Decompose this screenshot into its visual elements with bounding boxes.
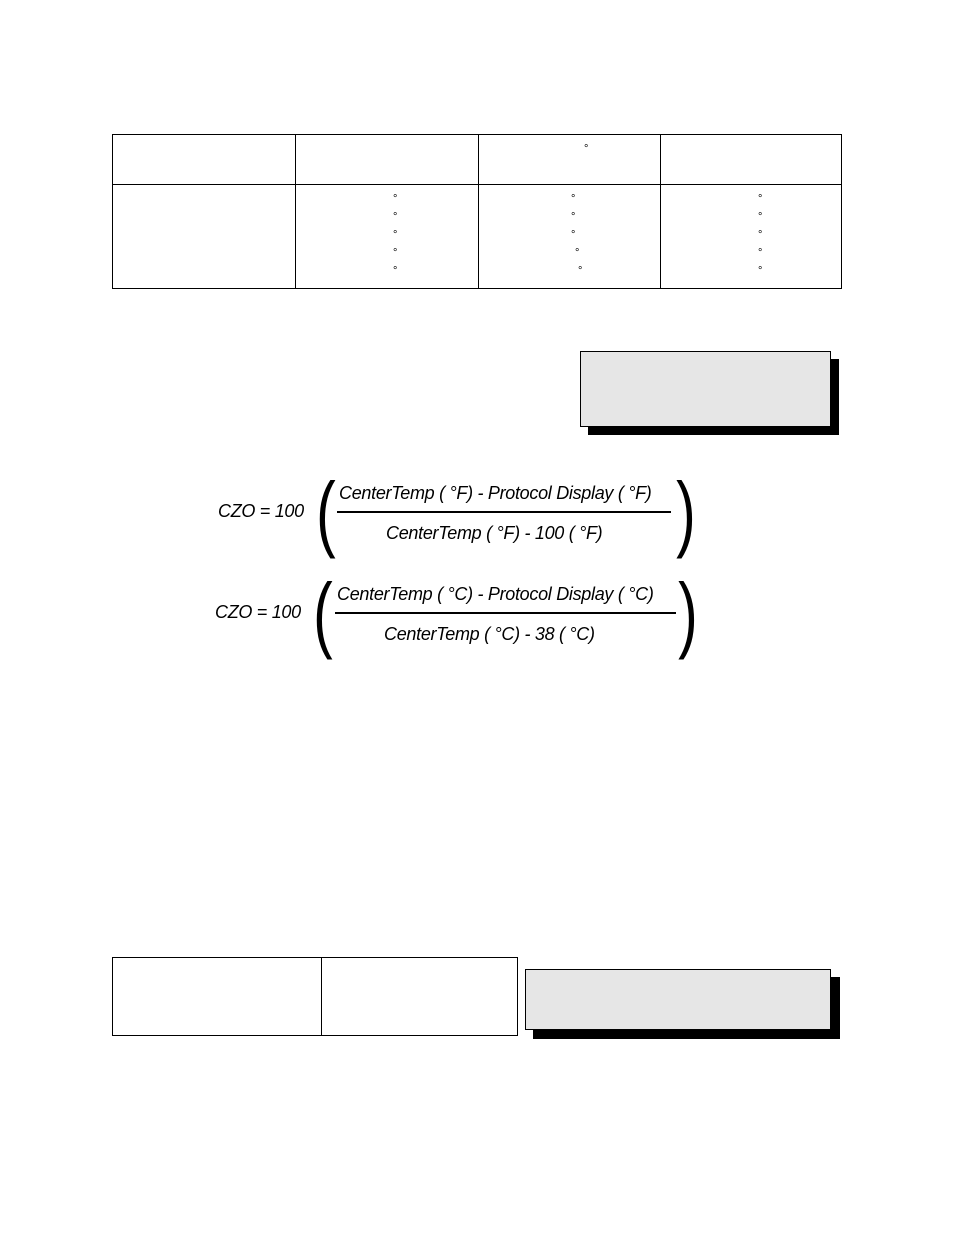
temperature-table [112, 134, 842, 289]
callout-box [580, 351, 831, 427]
right-parenthesis: ) [676, 465, 696, 559]
fraction-bar [335, 612, 676, 614]
degree-mark: ° [758, 211, 763, 223]
equation-numerator: CenterTemp ( °C) - Protocol Display ( °C) [337, 584, 654, 604]
callout-box [525, 969, 831, 1030]
degree-mark: ° [758, 193, 763, 205]
fraction-bar [337, 511, 671, 513]
equation-denominator: CenterTemp ( °F) - 100 ( °F) [386, 523, 603, 543]
equation-lhs: CZO = 100 [215, 602, 301, 622]
table-column-divider [321, 958, 322, 1035]
degree-mark: ° [571, 229, 576, 241]
table-column-divider [295, 135, 296, 288]
table-column-divider [478, 135, 479, 288]
bottom-table [112, 957, 518, 1036]
degree-mark: ° [393, 229, 398, 241]
left-parenthesis: ( [313, 566, 333, 660]
equation-lhs: CZO = 100 [218, 501, 304, 521]
equation-numerator: CenterTemp ( °F) - Protocol Display ( °F) [339, 483, 652, 503]
degree-mark: ° [393, 211, 398, 223]
table-header-divider [113, 184, 841, 185]
right-parenthesis: ) [678, 566, 698, 660]
degree-mark: ° [393, 247, 398, 259]
degree-mark: ° [393, 265, 398, 277]
degree-mark: ° [393, 193, 398, 205]
degree-mark: ° [575, 247, 580, 259]
degree-mark: ° [758, 265, 763, 277]
degree-mark: ° [758, 229, 763, 241]
degree-mark: ° [584, 143, 589, 155]
equation-denominator: CenterTemp ( °C) - 38 ( °C) [384, 624, 595, 644]
degree-mark: ° [578, 265, 583, 277]
degree-mark: ° [571, 193, 576, 205]
left-parenthesis: ( [316, 465, 336, 559]
degree-mark: ° [758, 247, 763, 259]
degree-mark: ° [571, 211, 576, 223]
table-column-divider [660, 135, 661, 288]
